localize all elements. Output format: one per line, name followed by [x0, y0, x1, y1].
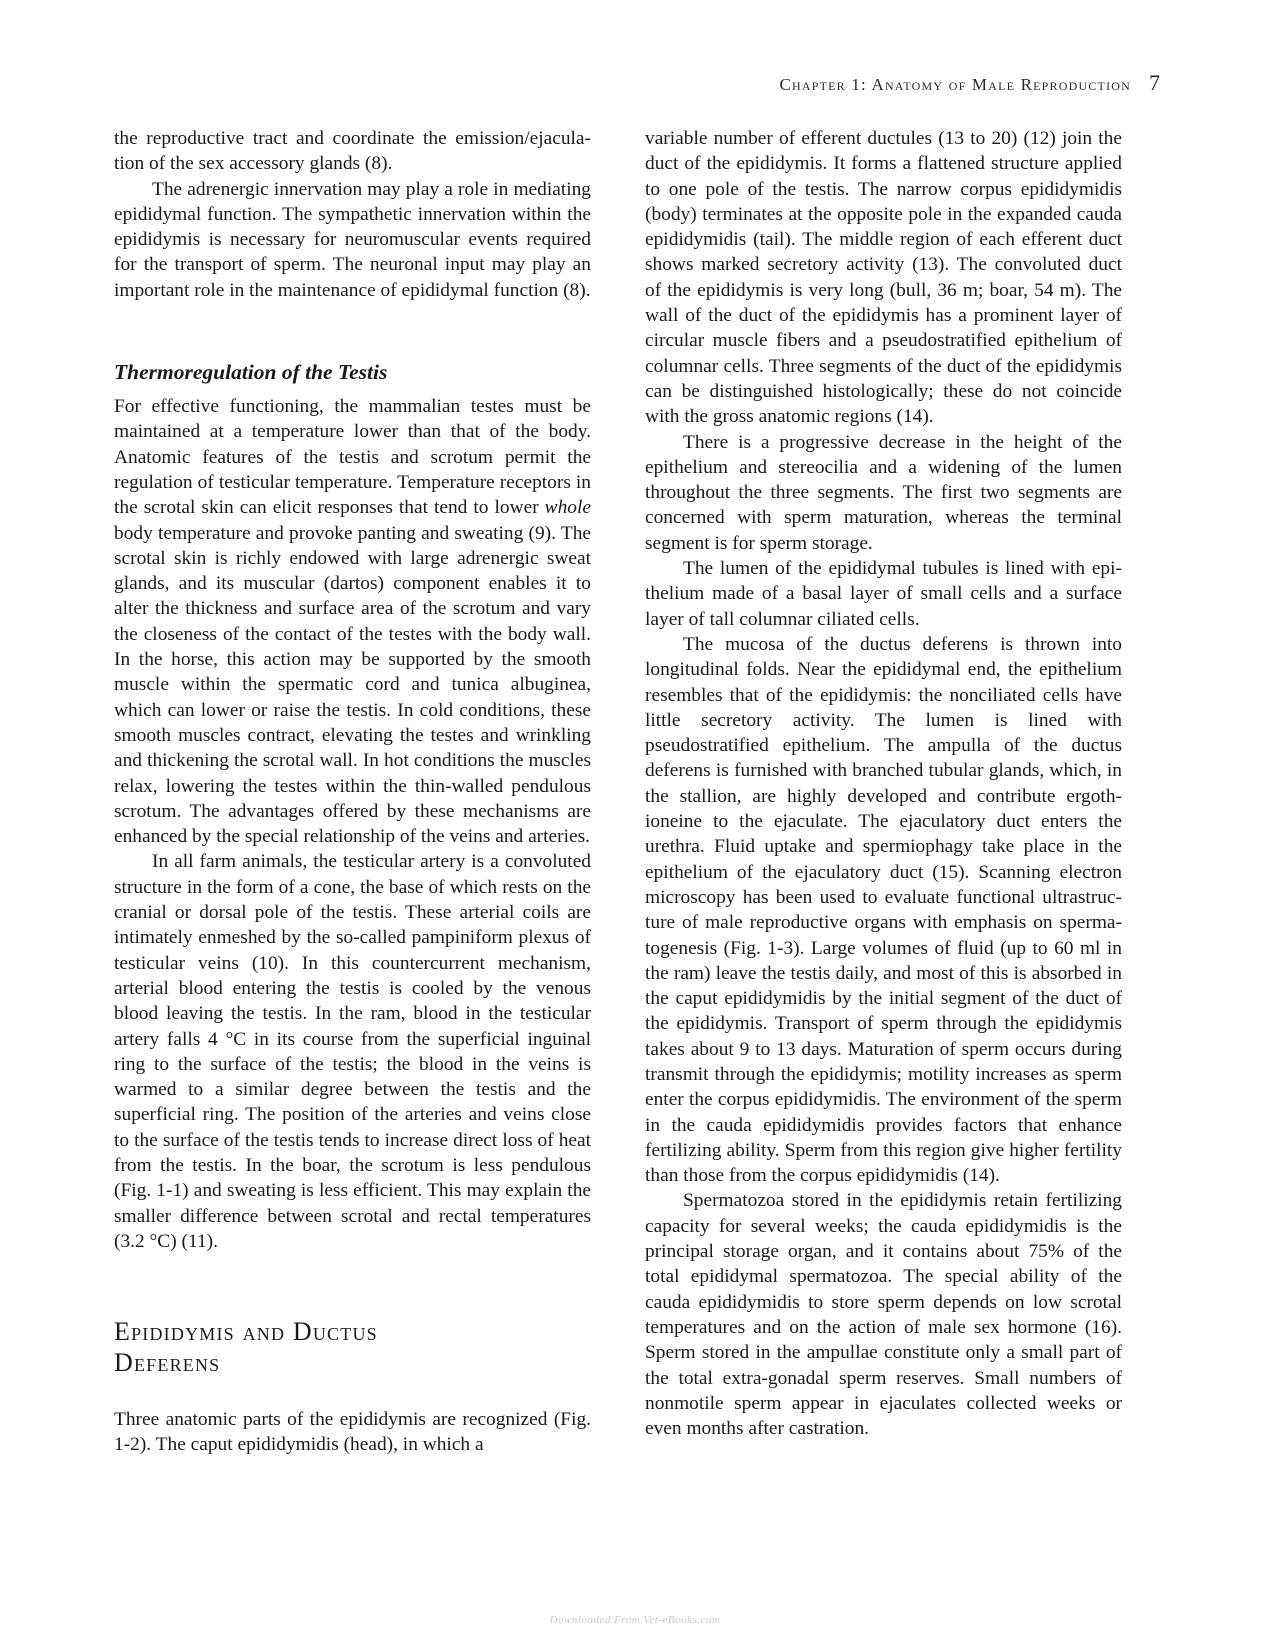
- paragraph: the reproductive tract and coordinate the emission/ejaculation of the sex accessory glands (8).: [114, 128, 591, 175]
- paragraph: The mucosa of the ductus deferens is thrown into longitudinal folds. Near the epididymal end, the epithelium resembles that of the epididymis: the nonciliated cells have little secretory activity. The lumen is lined with pseudostratified epithelium. The ampulla of the ductus deferens is furnished with branched tubular glands, which, in the stallion, are highly developed and contribute ergothioneine to the ejaculate. The ejaculatory duct enters the urethra. Fluid uptake and spermiophagy take place in the epithelium of the ejaculatory duct (15). Scanning electron microscopy has been used to evaluate functional ultrastructure of male reproductive organs with emphasis on spermatogenesis (Fig. 1-3). Large volumes of fluid (up to 60 ml in the ram) leave the testis daily, and most of this is absorbed in the caput epididymidis by the initial segment of the duct of the epididymis. Transport of sperm through the epididymis takes about 9 to 13 days. Maturation of sperm occurs during transmit through the epididymis; motility increases as sperm enter the corpus epididymidis. The environment of the sperm in the cauda epididymidis provides factors that enhance fertilizing ability. Sperm from this region give higher fertility than those from the corpus epididymidis (14).: [645, 633, 1122, 1187]
- section-heading-line: Deferens: [114, 1348, 221, 1378]
- paragraph: Three anatomic parts of the epididymis are recognized (Fig. 1-2). The caput epididymidis (head), in which a: [114, 1409, 591, 1456]
- running-header: [600, 70, 1160, 96]
- paragraph: [114, 394, 591, 849]
- paragraph: Spermatozoa stored in the epididymis retain fertilizing capacity for several weeks; the cauda epididymidis is the principal storage organ, and it contains about 75% of the total epididymal spermatozoa. The special ability of the cauda epididymidis to store sperm depends on low scrotal temperatures and on the action of male sex hormone (16). Sperm stored in the ampullae constitute only a small part of the total extra-gonadal sperm reserves. Small numbers of nonmotile sperm appear in ejaculates collected weeks or even months after castration.: [645, 1190, 1122, 1440]
- footer-watermark: Downloaded From Vet-eBooks.com: [549, 1614, 721, 1626]
- paragraph: There is a progressive decrease in the height of the epithelium and stereocilia and a widening of the lumen throughout the three segments. The first two segments are concerned with sperm maturation, whereas the terminal segment is for sperm storage.: [645, 431, 1122, 554]
- paragraph-text: body temperature and provoke panting and sweating (9). The scrotal skin is richly endowed with large adrenergic sweat glands, and its muscular (dartos) component enables it to alter the thickness and surface area of the scrotum and vary the closeness of the contact of the testes with the body wall. In the horse, this action may be supported by the smooth muscle within the spermatic cord and tunica albuginea, which can lower or raise the testis. In cold conditions, these smooth muscles contract, elevating the testes and wrinkling and thickening the scrotal wall. In hot conditions the muscles relax, lowering the testes within the thin-walled pendulous scrotum. The advantages offered by these mechanisms are enhanced by the special relationship of the veins and arteries.: [114, 522, 591, 848]
- paragraph: variable number of efferent ductules (13 to 20) (12) join the duct of the epididymis. It forms a flattened structure applied to one pole of the testis. The narrow corpus epididymidis (body) terminates at the opposite pole in the expanded cauda epididymidis (tail). The middle region of each efferent duct shows marked secretory activity (13). The convoluted duct of the epididymis is very long (bull, 36 m; boar, 54 m). The wall of the duct of the epididymis has a prominent layer of circular muscle fibers and a pseudostratified epithelium of columnar cells. Three segments of the duct of the epididymis can be distinguished histologically; these do not coincide with the gross anatomic regions (14).: [645, 128, 1122, 428]
- right-column: [645, 126, 1122, 1441]
- paragraph: The lumen of the epididymal tubules is lined with epithelium made of a basal layer of small cells and a surface layer of tall columnar ciliated cells.: [645, 558, 1122, 630]
- subheading-thermoregulation: Thermoregulation of the Testis: [114, 360, 388, 385]
- paragraph: The adrenergic innervation may play a role in mediating epididymal function. The sympathetic innervation within the epididymis is necessary for neuromuscular events required for the transport of sperm. The neuronal input may play an important role in the maintenance of epididymal function (8).: [114, 178, 591, 301]
- paragraph: In all farm animals, the testicular artery is a convoluted structure in the form of a cone, the base of which rests on the cranial or dorsal pole of the testis. These arterial coils are intimately enmeshed by the so-called pampiniform plexus of testicular veins (10). In this countercurrent mechanism, arterial blood entering the testis is cooled by the venous blood leaving the testis. In the ram, blood in the testicular artery falls 4 °C in its course from the superficial inguinal ring to the surface of the testis; the blood in the veins is warmed to a similar degree between the testis and the superficial ring. The position of the arteries and veins close to the surface of the testis tends to increase direct loss of heat from the testis. In the boar, the scrotum is less pendulous (Fig. 1-1) and sweating is less efficient. This may explain the smaller difference between scrotal and rectal temperatures (3.2 °C) (11).: [114, 851, 591, 1252]
- section-heading-epididymis: [114, 1316, 591, 1378]
- left-column: [114, 126, 591, 1458]
- emphasis-text: whole: [544, 497, 591, 519]
- paragraph-text: For effective functioning, the mammalian testes must be maintained at a temperature lower than that of the body. Anatomic features of the testis and scrotum permit the regulation of testicular temperature. Temperature receptors in the scrotal skin can elicit responses that tend to lower: [114, 396, 591, 519]
- section-heading-line: Epididymis and Ductus: [114, 1317, 378, 1347]
- running-title: Chapter 1: Anatomy of Male Reproduction: [779, 75, 1131, 94]
- page-number: 7: [1149, 70, 1160, 95]
